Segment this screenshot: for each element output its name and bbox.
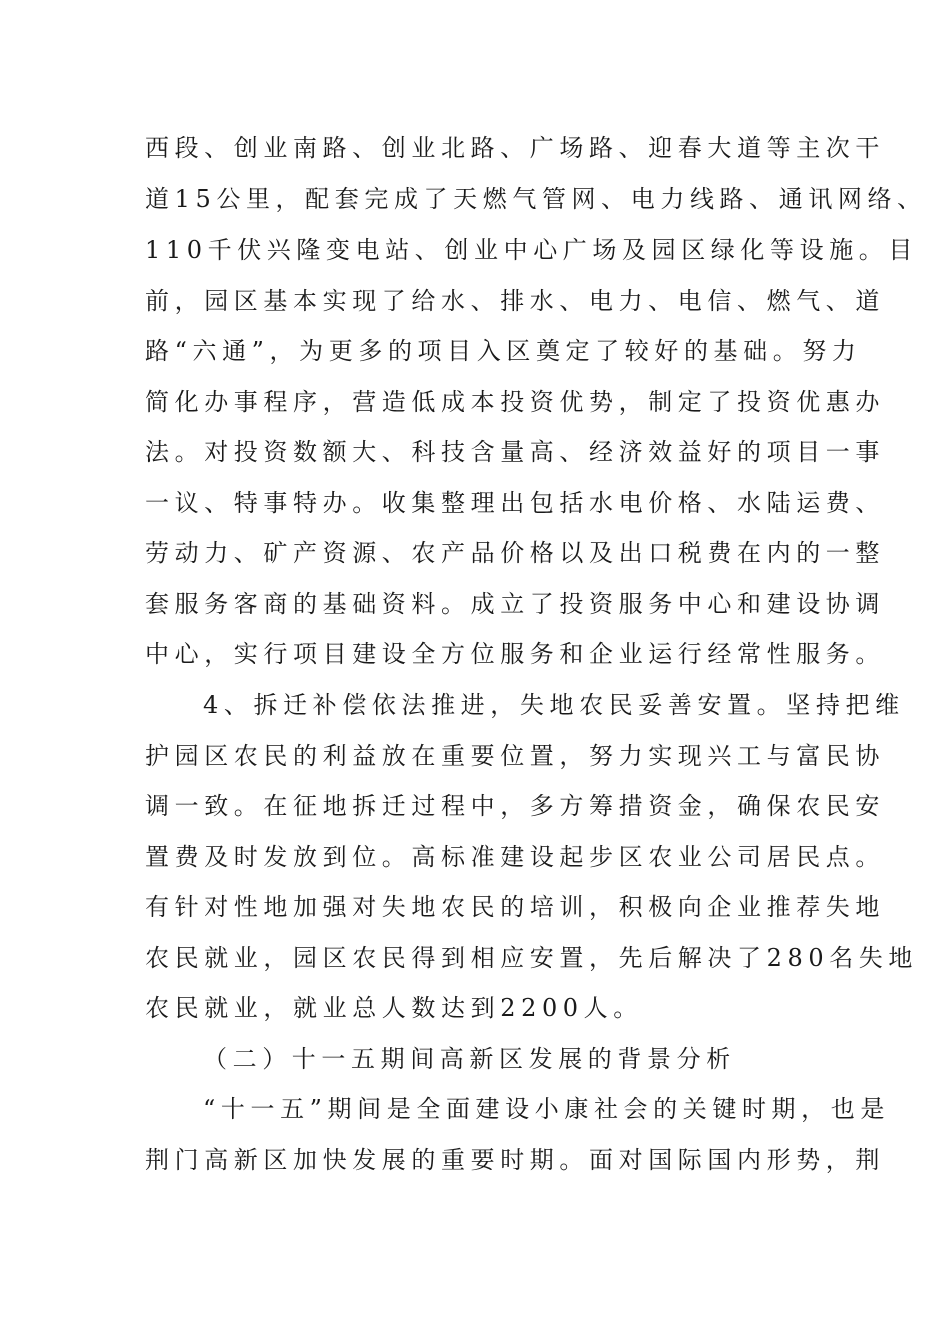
text-line: 前，园区基本实现了给水、排水、电力、电信、燃气、道 [145,287,885,315]
text-line: 中心，实行项目建设全方位服务和企业运行经常性服务。 [145,640,885,668]
text-line: 路“六通”，为更多的项目入区奠定了较好的基础。努力 [145,337,862,365]
text-line: 有针对性地加强对失地农民的培训，积极向企业推荐失地 [145,893,885,921]
text-line: 一议、特事特办。收集整理出包括水电价格、水陆运费、 [145,489,885,517]
text-line: 法。对投资数额大、科技含量高、经济效益好的项目一事 [145,438,885,466]
text-line: 农民就业，园区农民得到相应安置，先后解决了280名失地 [145,944,919,972]
text-line: 调一致。在征地拆迁过程中，多方筹措资金，确保农民安 [145,792,885,820]
text-line: 110千伏兴隆变电站、创业中心广场及园区绿化等设施。目 [145,236,919,264]
text-line: 西段、创业南路、创业北路、广场路、迎春大道等主次干 [145,134,885,162]
text-line: 农民就业，就业总人数达到2200人。 [145,994,643,1022]
text-line: 简化办事程序，营造低成本投资优势，制定了投资优惠办 [145,388,885,416]
text-line: 套服务客商的基础资料。成立了投资服务中心和建设协调 [145,590,885,618]
paragraph-start-line: 4、拆迁补偿依法推进，失地农民妥善安置。坚持把维 [203,691,905,719]
text-line: 道15公里，配套完成了天燃气管网、电力线路、通讯网络、 [145,185,927,213]
text-line: 护园区农民的利益放在重要位置，努力实现兴工与富民协 [145,742,885,770]
text-line: 置费及时发放到位。高标准建设起步区农业公司居民点。 [145,843,885,871]
paragraph-start-line: “十一五”期间是全面建设小康社会的关键时期，也是 [203,1095,890,1123]
text-line: 劳动力、矿产资源、农产品价格以及出口税费在内的一整 [145,539,885,567]
text-line: 荆门高新区加快发展的重要时期。面对国际国内形势，荆 [145,1146,885,1174]
section-heading: （二）十一五期间高新区发展的背景分析 [203,1045,736,1073]
